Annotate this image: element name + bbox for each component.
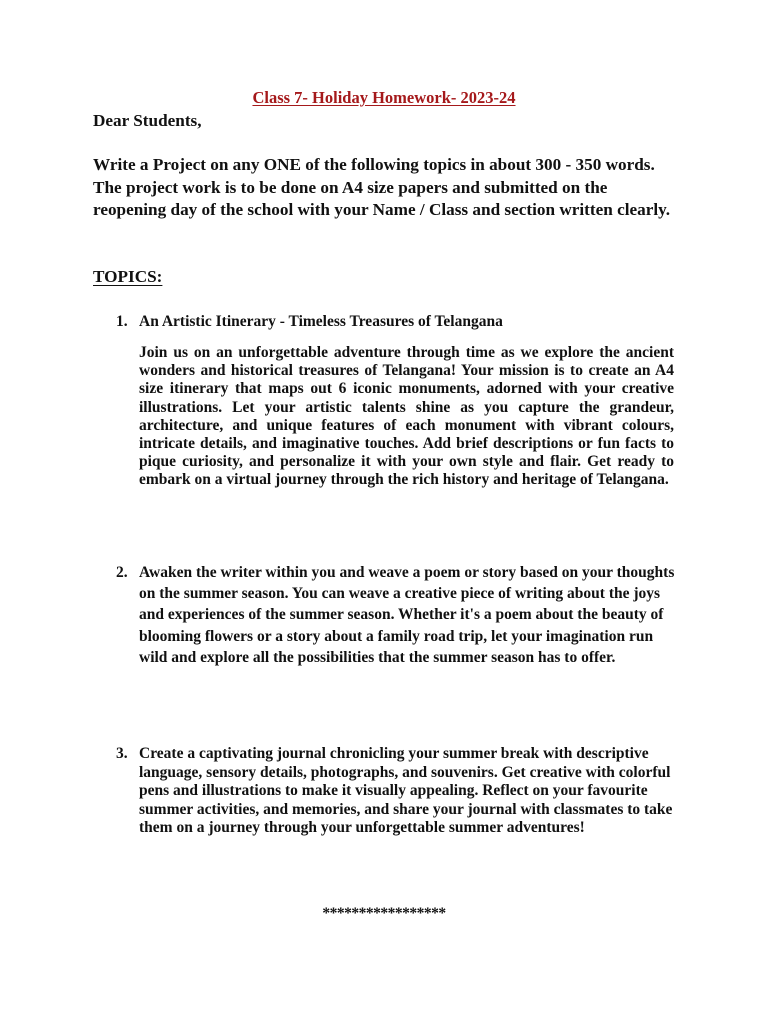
end-separator: *****************: [322, 905, 446, 922]
topic-number: 2.: [116, 564, 128, 581]
topic-description: Create a captivating journal chronicling your summer break with descriptive language, sensory details, photographs, and souvenirs. Get creative with colorful pens and illustrations to make it visually appealing. Reflect on your favourite summer activities, and memories, and share your journal with classmates to take them on a journey through your unforgettable summer adventures!: [139, 745, 673, 836]
topic-description: Join us on an unforgettable adventure through time as we explore the ancient wonders and historical treasures of Telangana! Your mission is to create an A4 size itinerary that maps out 6 iconic monuments, adorned with your creative illustrations. Let your artistic talents shine as you capture the grandeur, architecture, and unique features of each monument with vibrant colours, intricate details, and imaginative touches. Add brief descriptions or fun facts to pique curiosity, and personalize it with your own style and flair. Get ready to embark on a virtual journey through the rich history and heritage of Telangana.: [139, 344, 674, 489]
topic-title: An Artistic Itinerary - Timeless Treasures of Telangana: [139, 313, 503, 330]
salutation: Dear Students,: [93, 111, 202, 130]
topic-description: Awaken the writer within you and weave a poem or story based on your thoughts on the summer season. You can weave a creative piece of writing about the joys and experiences of the summer season. Whether it's a poem about the beauty of blooming flowers or a story about a family road trip, let your imagination run wild and explore all the possibilities that the summer season has to offer.: [139, 564, 675, 666]
topics-heading: TOPICS:: [93, 267, 163, 286]
intro-paragraph: Write a Project on any ONE of the following topics in about 300 - 350 words. The project work is to be done on A4 size papers and submitted on the reopening day of the school with your Name / Class and section written clearly.: [93, 155, 671, 220]
topic-number: 3.: [116, 745, 128, 762]
document-title: Class 7- Holiday Homework- 2023-24: [252, 88, 516, 107]
topic-number: 1.: [116, 313, 128, 330]
